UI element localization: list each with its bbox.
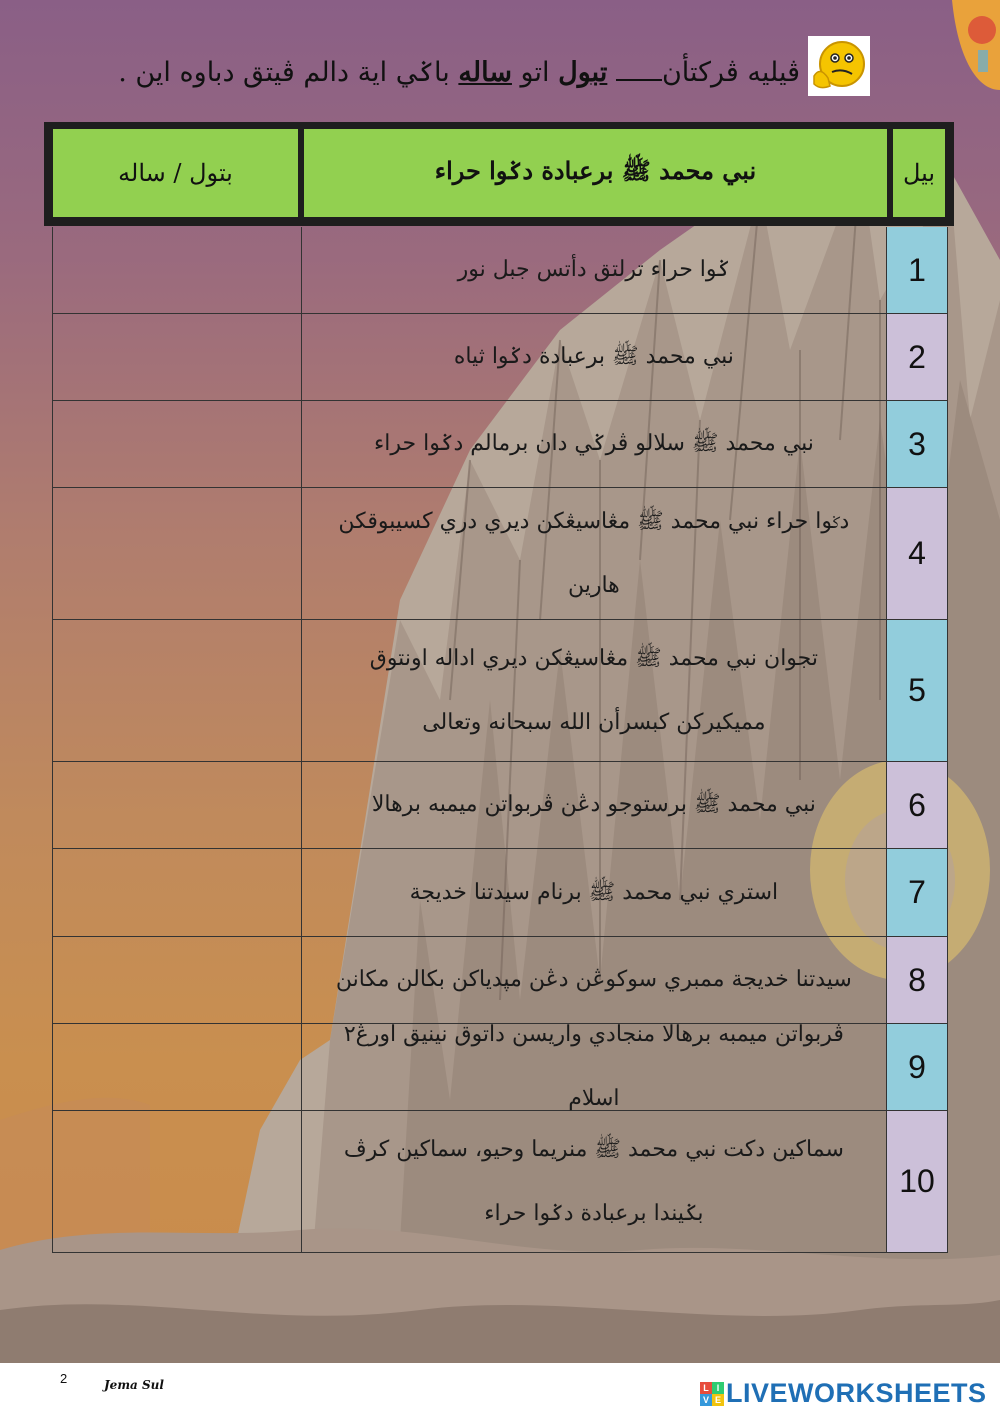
liveworksheets-badge-icon <box>700 1382 724 1406</box>
page-number: 2 <box>60 1371 68 1386</box>
table-row <box>52 1111 948 1253</box>
table-row <box>52 849 948 937</box>
instruction-part-2: اتو <box>520 57 550 88</box>
table-row <box>52 1024 948 1111</box>
instruction-blank <box>616 53 662 81</box>
row-number: 2 <box>887 314 948 400</box>
ebook-corner-badge <box>938 0 1000 90</box>
header-answer: بتول / ساله <box>53 129 298 217</box>
table-row <box>52 762 948 849</box>
instruction-word-false: ساله <box>458 57 512 88</box>
question-text: دݢوا حراء نبي محمد ﷺ مڠاسيڠكن ديري دري كسيبوقكن هارين <box>302 488 887 619</box>
instruction-text <box>80 48 800 98</box>
row-number: 10 <box>887 1111 948 1252</box>
row-number: 8 <box>887 937 948 1023</box>
answer-cell[interactable] <box>52 1024 302 1110</box>
answer-cell[interactable] <box>52 762 302 848</box>
answer-cell[interactable] <box>52 849 302 936</box>
badge-letter: E <box>712 1394 724 1406</box>
questions-table <box>52 227 948 1253</box>
row-number: 4 <box>887 488 948 619</box>
question-text: ڤربواتن ميمبه برهالا منجادي واريسن داتوق نينيق اورڠ٢ اسلام <box>302 1024 887 1110</box>
instruction-part-1: ڤيليه ڤركتأن <box>661 57 800 88</box>
badge-letter: V <box>700 1394 712 1406</box>
table-row <box>52 620 948 762</box>
liveworksheets-logo[interactable] <box>700 1378 987 1409</box>
row-number: 3 <box>887 401 948 487</box>
answer-cell[interactable] <box>52 227 302 313</box>
row-number: 6 <box>887 762 948 848</box>
question-text: نبي محمد ﷺ سلالو ڤرݢي دان برمالم دݢوا حراء <box>302 401 887 487</box>
answer-cell[interactable] <box>52 620 302 761</box>
question-text: نبي محمد ﷺ برعبادة دݢوا ثياه <box>302 314 887 400</box>
answer-cell[interactable] <box>52 1111 302 1252</box>
question-text: استري نبي محمد ﷺ برنام سيدتنا خديجة <box>302 849 887 936</box>
question-text: نبي محمد ﷺ برستوجو دڠن ڤربواتن ميمبه برهالا <box>302 762 887 848</box>
table-row <box>52 401 948 488</box>
row-number: 5 <box>887 620 948 761</box>
author-signature: Jema Sul <box>104 1378 164 1392</box>
question-text: ݢوا حراء ترلتق دأتس جبل نور <box>302 227 887 313</box>
instruction-part-3: باݢي اية دالم ڤيتق دباوه اين . <box>118 57 450 88</box>
liveworksheets-brand-text: LIVEWORKSHEETS <box>726 1378 987 1408</box>
row-number: 9 <box>887 1024 948 1110</box>
question-text: تجوان نبي محمد ﷺ مڠاسيڠكن ديري اداله اونتوق مميكيركن كبسرأن الله سبحانه وتعالى <box>302 620 887 761</box>
answer-cell[interactable] <box>52 937 302 1023</box>
header-number: بيل <box>893 129 945 217</box>
table-row <box>52 227 948 314</box>
row-number: 1 <box>887 227 948 313</box>
thinking-face-icon <box>808 36 870 96</box>
badge-letter: I <box>712 1382 724 1394</box>
answer-cell[interactable] <box>52 401 302 487</box>
question-text: سماكين دكت نبي محمد ﷺ منريما وحيو، سماكين كرڤ بݢيندا برعبادة دݢوا حراء <box>302 1111 887 1252</box>
answer-cell[interactable] <box>52 488 302 619</box>
table-row <box>52 314 948 401</box>
answer-cell[interactable] <box>52 314 302 400</box>
table-row <box>52 488 948 620</box>
row-number: 7 <box>887 849 948 936</box>
badge-letter: L <box>700 1382 712 1394</box>
instruction-word-true: تبول <box>558 57 608 88</box>
header-question: نبي محمد ﷺ برعبادة دݢوا حراء <box>304 129 887 217</box>
question-text: سيدتنا خديجة ممبري سوكوڠن دڠن مڽدياكن بكالن مكانن <box>302 937 887 1023</box>
